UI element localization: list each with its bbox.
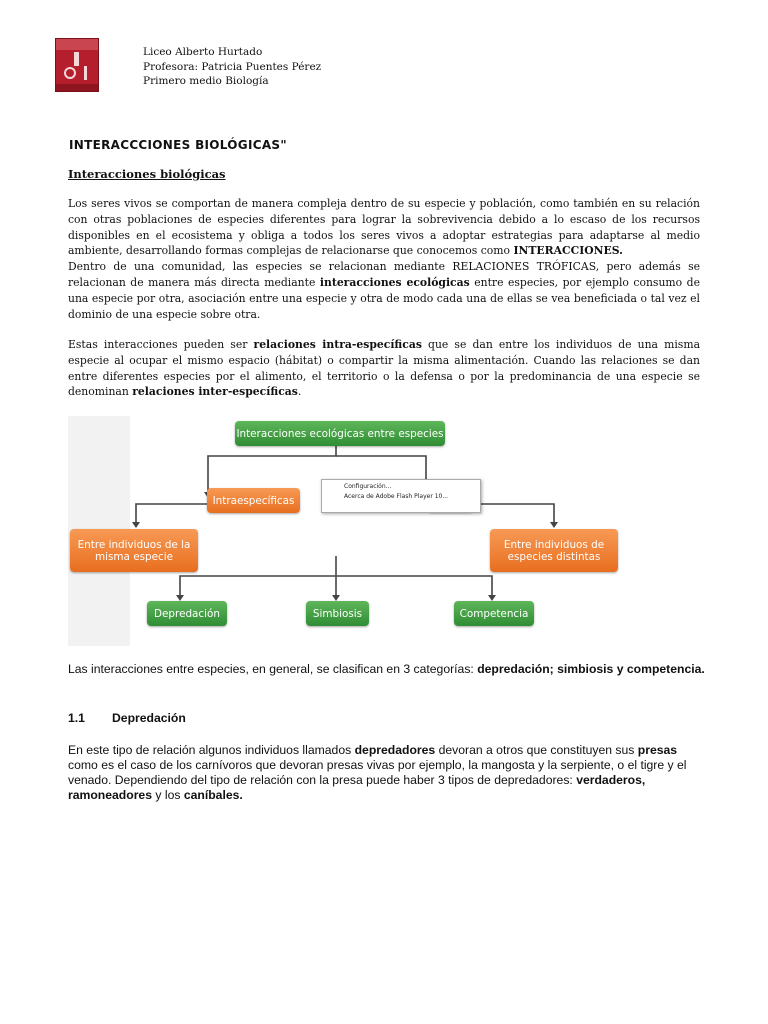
context-menu-about-flash[interactable]: Acerca de Adobe Flash Player 10... xyxy=(344,493,449,500)
document-title: INTERACCCIONES BIOLÓGICAS" xyxy=(69,138,287,152)
document-header xyxy=(143,45,321,89)
school-crest-logo xyxy=(55,38,99,92)
node-root: Interacciones ecológicas entre especies xyxy=(235,421,445,446)
section-heading-predation xyxy=(68,711,186,725)
section-subtitle: Interacciones biológicas xyxy=(68,167,226,181)
node-intraspecific: Intraespecíficas xyxy=(207,488,300,513)
section-title: Depredación xyxy=(112,711,186,725)
paragraph-categories: Las interacciones entre especies, en general, se clasifican en 3 categorías: depredación; simbiosis y competencia. xyxy=(68,662,705,676)
paragraph-predation: En este tipo de relación algunos individuos llamados depredadores devoran a otros que constituyen sus presas como es el caso de los carnívoros que devoran presas vivas por ejemplo, la mangosta y la serpiente, o el tigre y el venado. Dependiendo del tipo de relación con la presa puede haber 3 tipos de depredadores: verdaderos, ramoneadores y los caníbales. xyxy=(68,743,687,802)
paragraph-intra-inter: Estas interacciones pueden ser relaciones intra-específicas que se dan entre los individuos de una misma especie al ocupar el mismo espacio (hábitat) o compartir la misma alimentación. Cuando las relaciones se dan entre diferentes especies por el alimento, el territorio o la defensa o por la predominancia de una especie se denominan relaciones inter-específicas. xyxy=(68,338,701,399)
section-number: 1.1 xyxy=(68,711,85,725)
node-symbiosis: Simbiosis xyxy=(306,601,369,626)
node-same-species: Entre individuos de la misma especie xyxy=(70,529,198,572)
school-name: Liceo Alberto Hurtado xyxy=(143,46,263,58)
flash-context-menu xyxy=(321,479,481,513)
node-different-species: Entre individuos de especies distintas xyxy=(490,529,618,572)
course-name: Primero medio Biología xyxy=(143,75,269,88)
context-menu-settings[interactable]: Configuración... xyxy=(344,483,392,490)
paragraph-intro: Los seres vivos se comportan de manera compleja dentro de su especie y población, como también en su relación con otras poblaciones de especies diferentes para lograr la sobrevivencia debido a lo escaso de los recursos disponibles en el ecosistema y obliga a todos los seres vivos a adoptar estrategias para adaptarse al medio ambiente, desarrollando formas complejas de relacionarse que conocemos como INTERACCIONES. Dentro de una comunidad, las especies se relacionan mediante RELACIONES TRÓFICAS, pero además se relacionan de manera más directa mediante interacciones ecológicas entre especies, por ejemplo consumo de una especie por otra, asociación entre una especie y otra de modo cada una de ellas se vea beneficiada o tal vez el dominio de una especie sobre otra. xyxy=(68,197,700,321)
node-predation: Depredación xyxy=(147,601,227,626)
teacher-name: Profesora: Patricia Puentes Pérez xyxy=(143,60,322,73)
node-competition: Competencia xyxy=(454,601,534,626)
interactions-diagram xyxy=(68,416,620,646)
